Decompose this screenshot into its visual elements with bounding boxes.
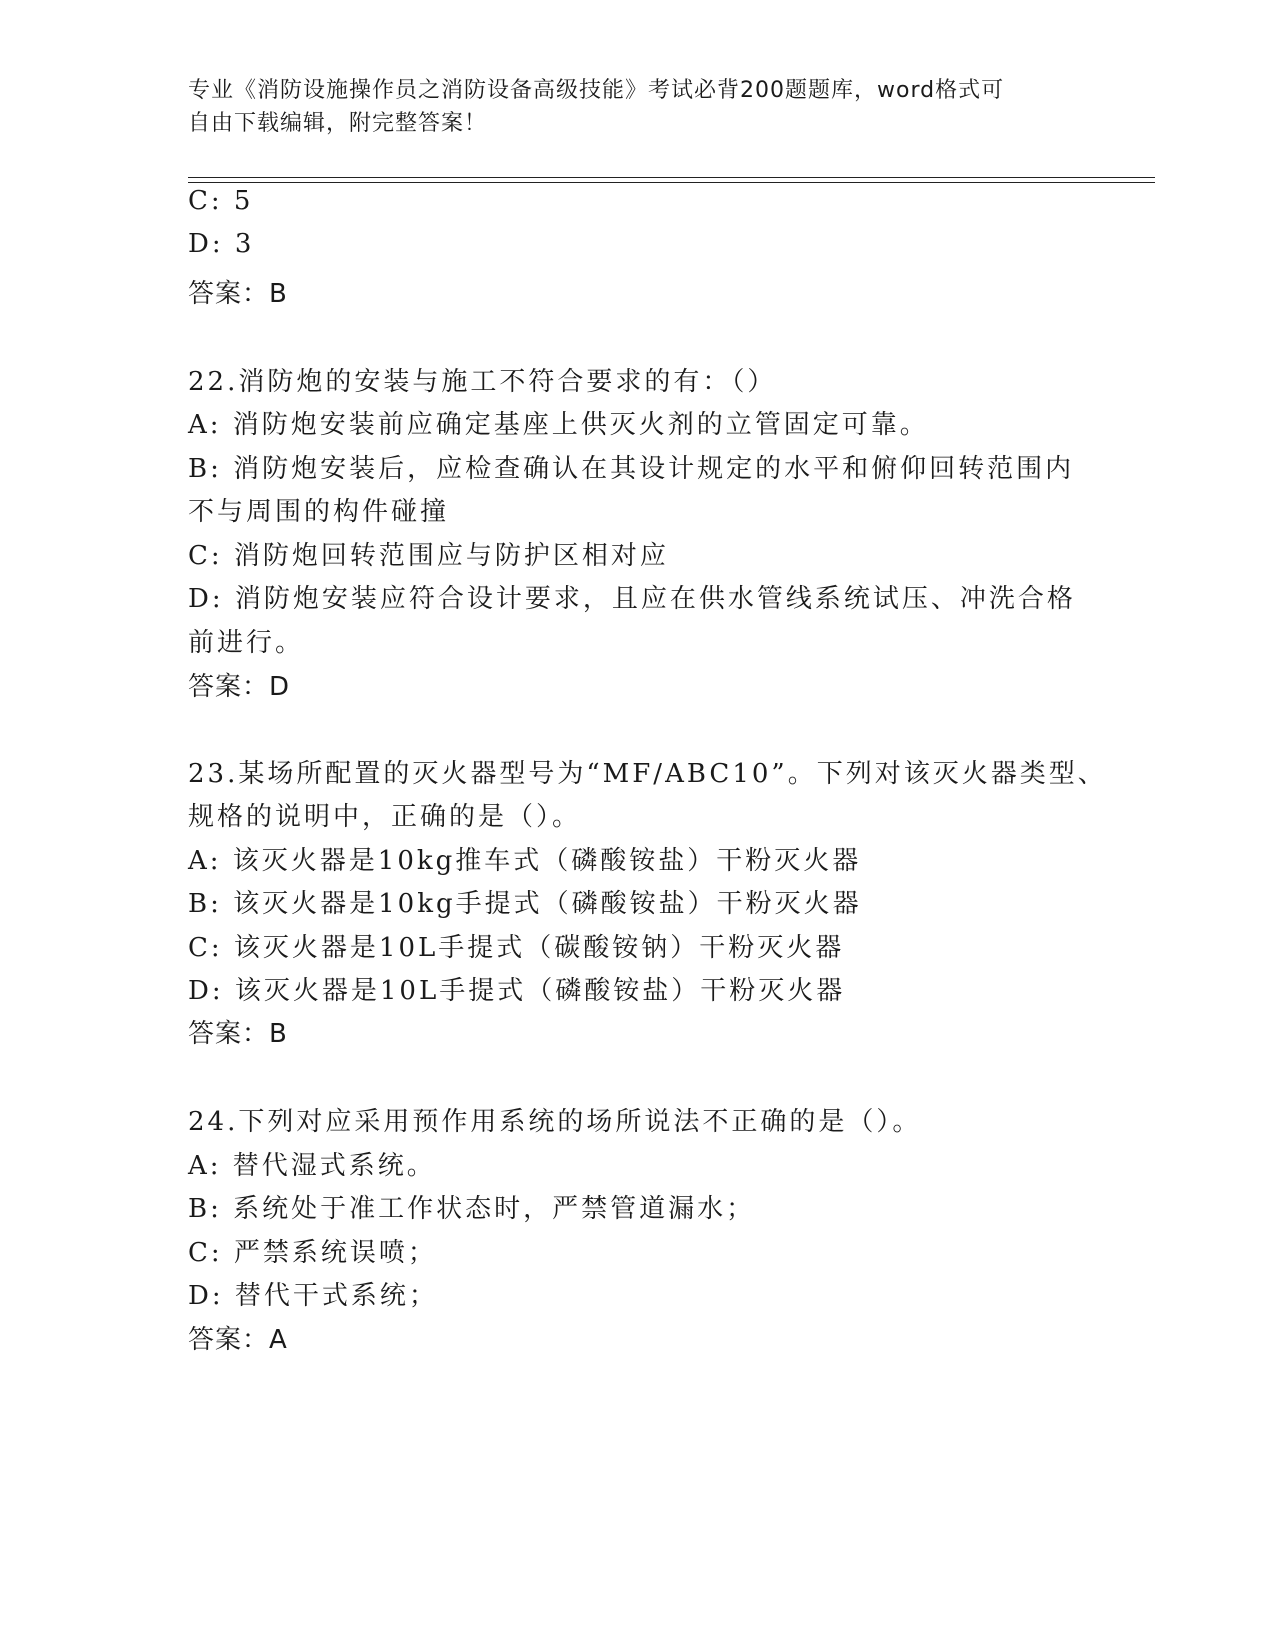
prev-answer: 答案：B: [188, 279, 288, 309]
q24-stem: 24.下列对应采用预作用系统的场所说法不正确的是（）。: [188, 1107, 922, 1137]
page-header: [188, 74, 1068, 140]
header-divider-top: [188, 177, 1155, 178]
q22-option-d-line-2: 前进行。: [188, 628, 305, 658]
q23-answer: 答案：B: [188, 1019, 288, 1049]
q23-option-d: D: 该灭火器是10L手提式（磷酸铵盐）干粉灭火器: [188, 976, 846, 1006]
header-divider-bottom: [188, 182, 1155, 183]
q23-option-b: B: 该灭火器是10kg手提式（磷酸铵盐）干粉灭火器: [188, 889, 862, 919]
q22-option-b-line-2: 不与周围的构件碰撞: [188, 497, 450, 527]
q24-option-c: C: 严禁系统误喷；: [188, 1238, 437, 1268]
prev-option-d: D: 3: [188, 229, 255, 259]
q23-stem-line-2: 规格的说明中，正确的是（）。: [188, 802, 582, 832]
q24-answer: 答案：A: [188, 1325, 288, 1355]
q24-option-d: D: 替代干式系统；: [188, 1281, 438, 1311]
prev-option-c: C: 5: [188, 186, 254, 216]
q22-option-a: A: 消防炮安装前应确定基座上供灭火剂的立管固定可靠。: [188, 410, 929, 440]
q22-answer: 答案：D: [188, 672, 291, 702]
header-title-line-1: 专业《消防设施操作员之消防设备高级技能》考试必背200题题库，word格式可: [188, 78, 1005, 103]
q22-stem: 22.消防炮的安装与施工不符合要求的有：（）: [188, 367, 777, 397]
q23-option-a: A: 该灭火器是10kg推车式（磷酸铵盐）干粉灭火器: [188, 846, 862, 876]
q24-option-a: A: 替代湿式系统。: [188, 1151, 436, 1181]
q22-option-c: C: 消防炮回转范围应与防护区相对应: [188, 541, 669, 571]
q22-option-d-line-1: D: 消防炮安装应符合设计要求，且应在供水管线系统试压、冲洗合格: [188, 584, 1076, 614]
q24-option-b: B: 系统处于准工作状态时，严禁管道漏水；: [188, 1194, 756, 1224]
q23-stem-line-1: 23.某场所配置的灭火器型号为“MF/ABC10”。下列对该灭火器类型、: [188, 759, 1107, 789]
header-title-line-2: 自由下载编辑，附完整答案！: [188, 111, 488, 136]
q22-option-b-line-1: B: 消防炮安装后，应检查确认在其设计规定的水平和俯仰回转范围内: [188, 454, 1075, 484]
q23-option-c: C: 该灭火器是10L手提式（碳酸铵钠）干粉灭火器: [188, 933, 845, 963]
